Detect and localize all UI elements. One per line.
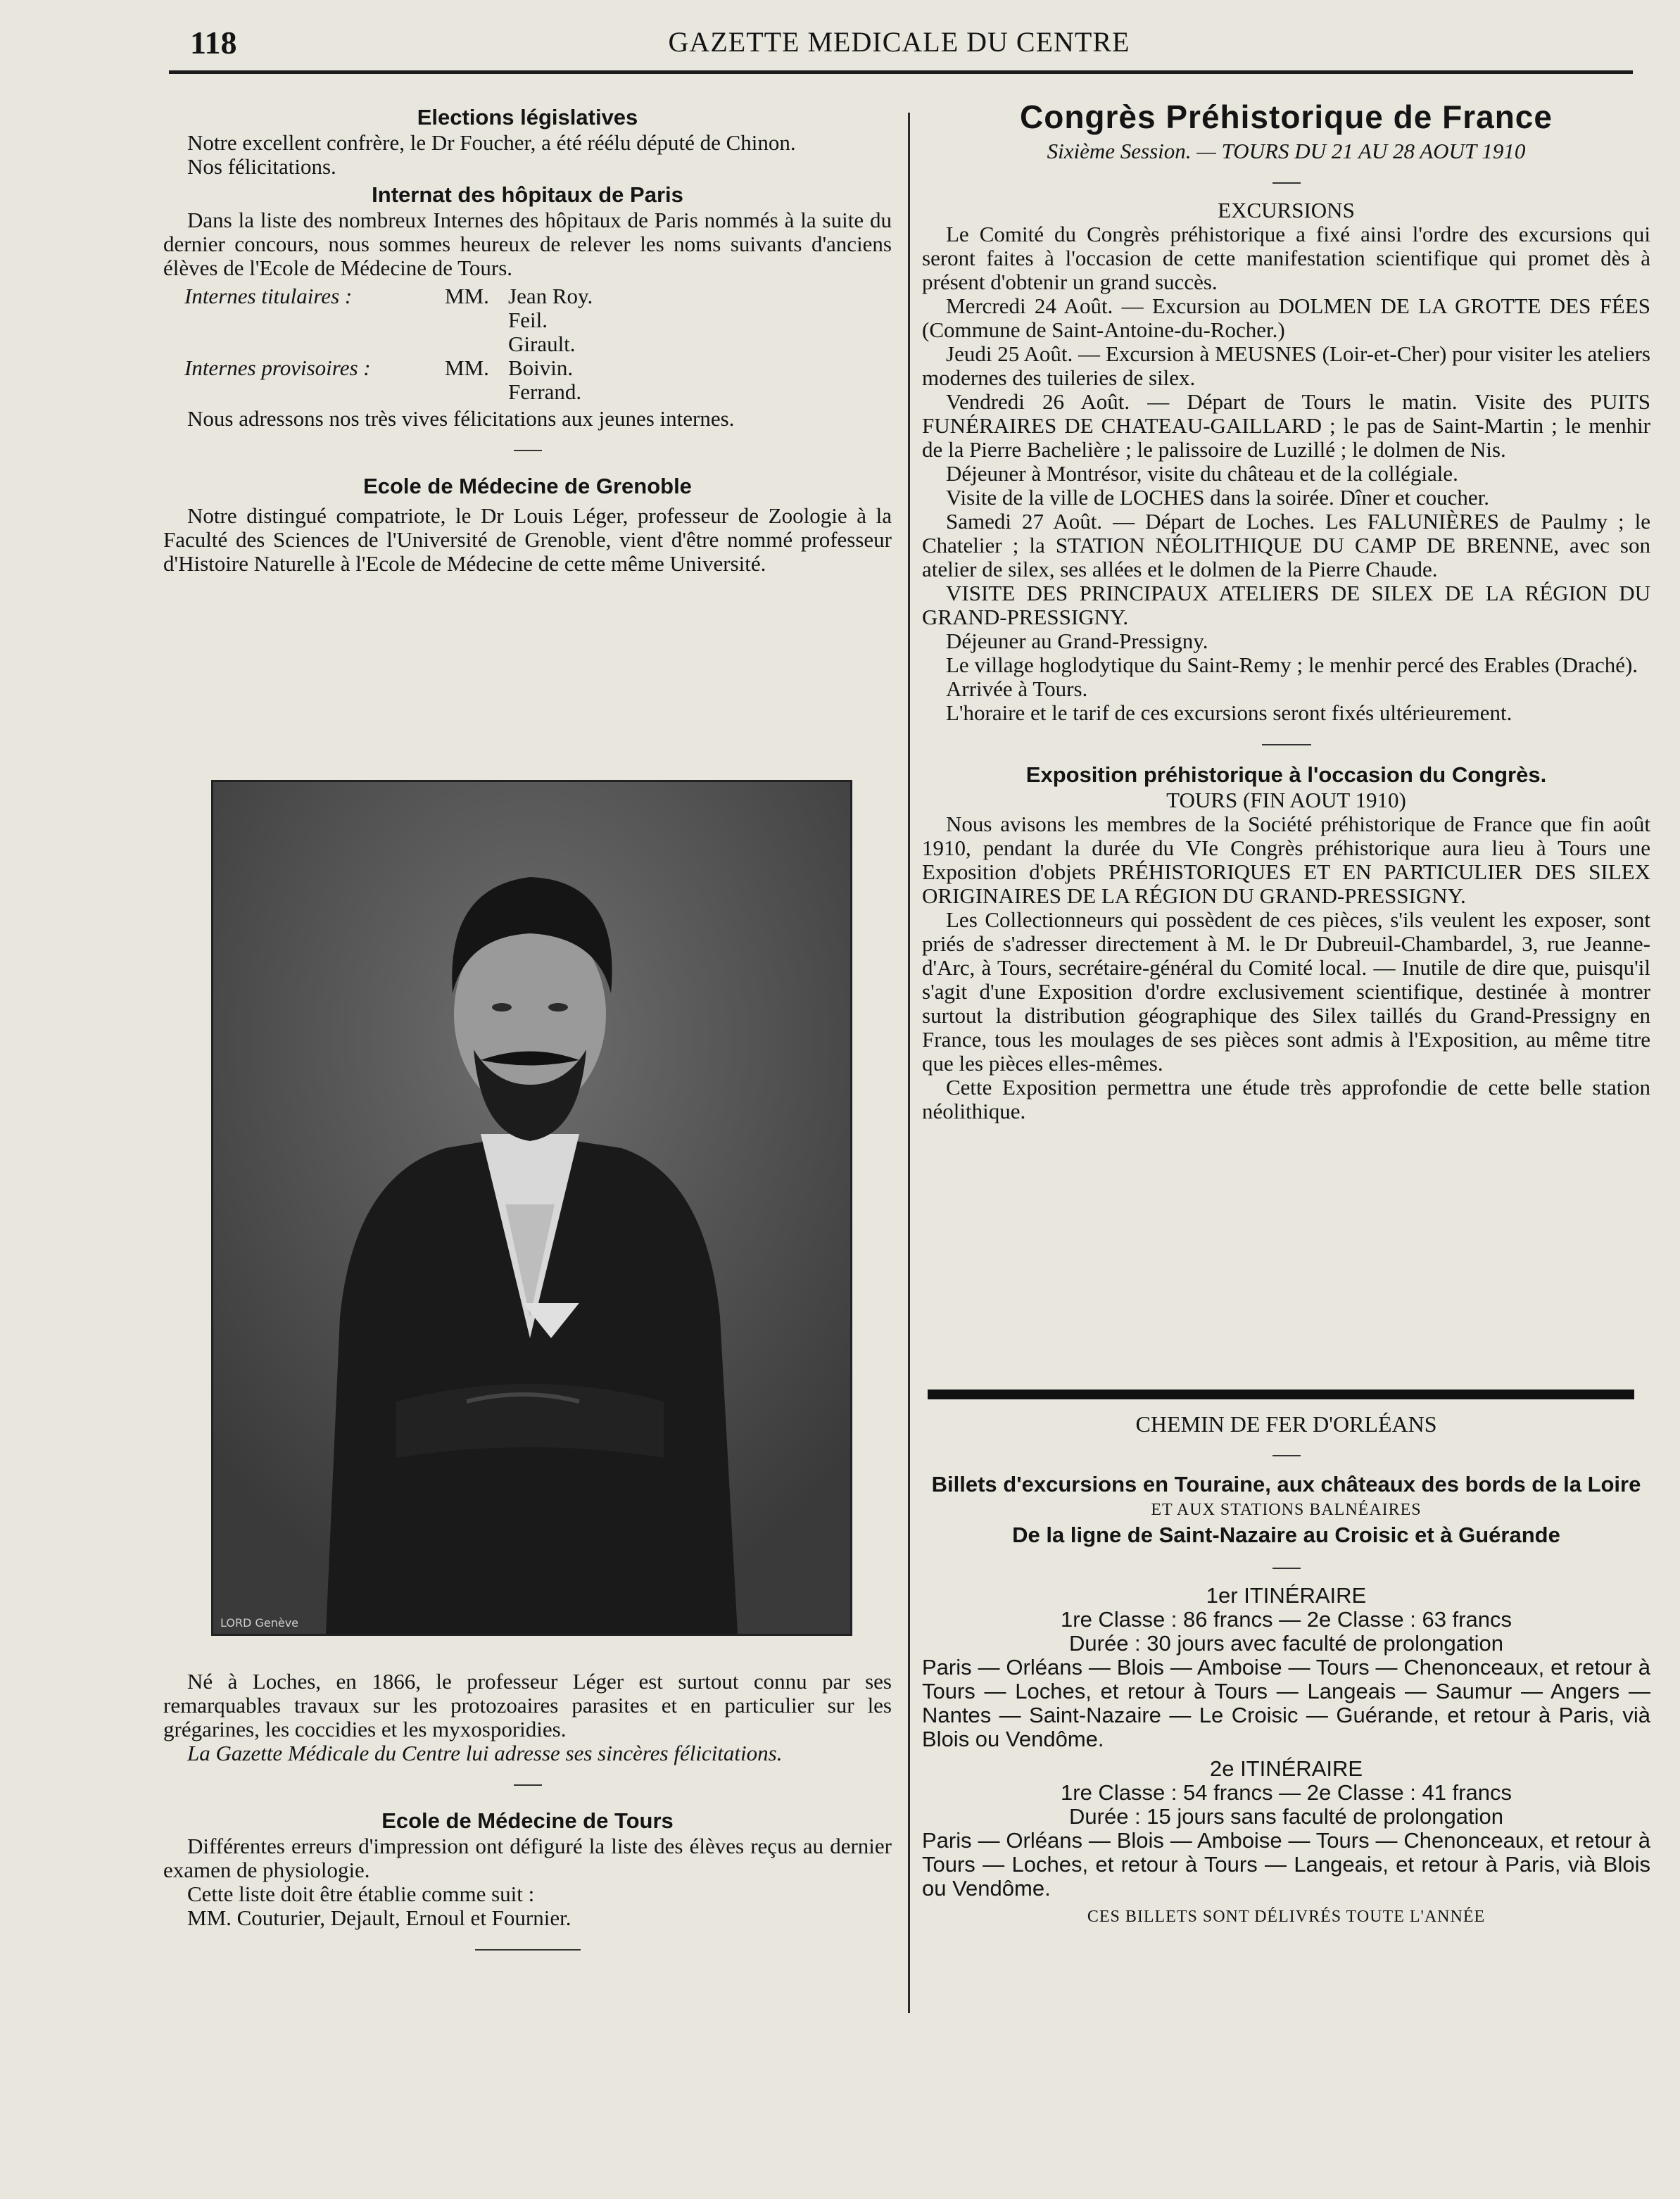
right-column — [922, 99, 1650, 1123]
tours-text2: Cette liste doit être établie comme suit : — [187, 1882, 535, 1906]
tours-text3: MM. Couturier, Dejault, Ernoul et Fournier. — [187, 1905, 571, 1930]
divider — [163, 1771, 892, 1795]
intern-name: Girault. — [508, 332, 576, 356]
billets-footer: CES BILLETS SONT DÉLIVRÉS TOUTE L'ANNÉE — [1087, 1908, 1486, 1926]
header-rule — [169, 70, 1633, 74]
itinerary-1 — [922, 1584, 1650, 1751]
congres-title: Congrès Préhistorique de France — [1020, 99, 1553, 135]
internat-closing: Nous adressons nos très vives félicitations aux jeunes internes. — [187, 406, 735, 431]
internat-title: Internat des hôpitaux de Paris — [372, 182, 683, 207]
intern-name: Ferrand. — [508, 379, 582, 404]
grenoble-text: Notre distingué compatriote, le Dr Louis Léger, professeur de Zoologie à la Faculté des Sciences de l'Université de Grenoble, vient d'être nommé professeur d'Histoire Naturelle à l'Ecole de Médecine de cette même Université. — [163, 503, 892, 576]
titulaires-row — [163, 284, 892, 356]
exposition-text: Nous avisons les membres de la Société préhistorique de France que fin août 1910, pendant la durée du VIe Congrès préhistorique aura lieu à Tours une Exposition d'objets PRÉHISTORIQUES ET EN PARTICULIER DES SILEX ORIGINAIRES DE LA RÉGION DU GRAND-PRESSIGNY. — [922, 812, 1650, 908]
divider — [163, 436, 892, 460]
intern-name: Boivin. — [508, 355, 574, 380]
elections-text: Notre excellent confrère, le Dr Foucher, a été réélu député de Chinon. — [187, 130, 796, 155]
chemin-title: CHEMIN DE FER D'ORLÉANS — [1135, 1411, 1437, 1437]
titulaires-label: Internes titulaires : — [184, 284, 353, 308]
internat-text: Dans la liste des nombreux Internes des hôpitaux de Paris nommés à la suite du dernier concours, nous sommes heureux de relever les noms suivants d'anciens élèves de l'Ecole de Médecine de Tours. — [163, 208, 892, 280]
exposition-subtitle: TOURS (FIN AOUT 1910) — [1166, 788, 1406, 812]
itinerary-title: 1er ITINÉRAIRE — [1206, 1583, 1367, 1608]
divider — [922, 731, 1650, 755]
itinerary-title: 2e ITINÉRAIRE — [1209, 1756, 1363, 1781]
titulaires-list — [508, 284, 593, 356]
photo-credit: LORD Genève — [220, 1616, 298, 1630]
excursion-day: Samedi 27 Août. — Départ de Loches. Les FALUNIÈRES de Paulmy ; le Chatelier ; la STATION NÉOLITHIQUE DU CAMP DE BRENNE, avec son atelier de silex, ses allées et le dolmen de la Pierre Chaude. — [922, 509, 1650, 581]
itinerary-route: Paris — Orléans — Blois — Amboise — Tours — Chenonceaux, et retour à Tours — Loches, et retour à Tours — Langeais, et retour à Paris, vià Blois ou Vendôme. — [922, 1828, 1650, 1901]
portrait-illustration — [213, 782, 850, 1634]
itinerary-duration: Durée : 30 jours avec faculté de prolongation — [1069, 1631, 1503, 1656]
tours-text: Différentes erreurs d'impression ont défiguré la liste des élèves reçus au dernier examen de physiologie. — [163, 1834, 892, 1882]
page-number: 118 — [190, 25, 237, 61]
page-header — [162, 24, 1636, 63]
congres-session: Sixième Session. — TOURS DU 21 AU 28 AOUT 1910 — [1047, 139, 1526, 163]
congres-intro: Le Comité du Congrès préhistorique a fixé ainsi l'ordre des excursions qui seront faites à l'occasion de cette manifestation scientifique qui promet dès à présent d'obtenir un grand succès. — [922, 222, 1650, 294]
divider — [922, 1442, 1650, 1466]
section-rule — [928, 1390, 1634, 1399]
publication-title: GAZETTE MEDICALE DU CENTRE — [668, 26, 1130, 58]
elections-congrats: Nos félicitations. — [187, 154, 336, 179]
ligne-title: De la ligne de Saint-Nazaire au Croisic et à Guérande — [1012, 1523, 1560, 1547]
stations-subtitle: ET AUX STATIONS BALNÉAIRES — [1151, 1501, 1422, 1519]
excursion-detail: L'horaire et le tarif de ces excursions seront fixés ultérieurement. — [946, 700, 1512, 725]
itinerary-price: 1re Classe : 86 francs — 2e Classe : 63 francs — [1061, 1607, 1512, 1632]
grenoble-title: Ecole de Médecine de Grenoble — [363, 474, 692, 498]
excursion-detail: Arrivée à Tours. — [946, 676, 1088, 701]
exposition-text: Cette Exposition permettra une étude très approfondie de cette belle station néolithique. — [922, 1075, 1650, 1123]
tours-title: Ecole de Médecine de Tours — [381, 1808, 674, 1833]
portrait-photo — [211, 780, 852, 1636]
intern-name: Feil. — [508, 308, 548, 332]
itinerary-2 — [922, 1757, 1650, 1901]
intern-name: Jean Roy. — [508, 284, 593, 308]
elections-title: Elections législatives — [417, 105, 638, 130]
excursions-title: EXCURSIONS — [1218, 198, 1355, 222]
itinerary-duration: Durée : 15 jours sans faculté de prolongation — [1069, 1804, 1503, 1829]
excursion-day: Vendredi 26 Août. — Départ de Tours le matin. Visite des PUITS FUNÉRAIRES DE CHATEAU-GAILLARD ; le pas de Saint-Martin ; le menhir de la Pierre Bachelière ; le palissoire de Luzillé ; le dolmen de Nis. — [922, 389, 1650, 462]
left-column — [163, 104, 892, 576]
divider — [163, 1936, 892, 1960]
mm-label: MM. — [445, 284, 489, 308]
excursion-detail: Le village hoglodytique du Saint-Remy ; le menhir percé des Erables (Draché). — [946, 653, 1638, 677]
itinerary-price: 1re Classe : 54 francs — 2e Classe : 41 francs — [1061, 1780, 1512, 1805]
leger-text2: La Gazette Médicale du Centre lui adresse ses sincères félicitations. — [187, 1741, 783, 1765]
provisoires-list — [508, 356, 581, 404]
left-column-lower — [163, 1670, 892, 1965]
provisoires-row — [163, 356, 892, 404]
itinerary-route: Paris — Orléans — Blois — Amboise — Tours — Chenonceaux, et retour à Tours — Loches, et retour à Tours — Langeais — Saumur — Angers — Nantes — Saint-Nazaire — Le Croisic — Guérande, et retour à Paris, vià Blois ou Vendôme. — [922, 1655, 1650, 1751]
divider — [922, 169, 1650, 193]
excursion-detail: Déjeuner à Montrésor, visite du château et de la collégiale. — [946, 461, 1458, 486]
excursion-day: Mercredi 24 Août. — Excursion au DOLMEN DE LA GROTTE DES FÉES (Commune de Saint-Antoine-du-Rocher.) — [922, 294, 1650, 342]
exposition-text: Les Collectionneurs qui possèdent de ces pièces, s'ils veulent les exposer, sont priés de s'adresser directement à M. le Dr Dubreuil-Chambardel, 3, rue Jeanne-d'Arc, à Tours, secrétaire-général du Comité local. — Inutile de dire que, puisqu'il s'agit d'une Exposition d'ordre exclusivement scientifique, destinée à montrer surtout la distribution géographique des Silex taillés du Grand-Pressigny en France, tous les moulages de ses pièces sont admis à l'Exposition, au même titre que les pièces elles-mêmes. — [922, 907, 1650, 1076]
excursion-detail: Déjeuner au Grand-Pressigny. — [946, 629, 1208, 653]
excursion-detail: Visite de la ville de LOCHES dans la soirée. Dîner et coucher. — [946, 485, 1490, 510]
column-separator — [908, 113, 910, 2013]
chemin-section — [922, 1412, 1650, 1929]
billets-title: Billets d'excursions en Touraine, aux châteaux des bords de la Loire — [931, 1472, 1641, 1497]
provisoires-label: Internes provisoires : — [184, 355, 371, 380]
divider — [922, 1554, 1650, 1578]
leger-text: Né à Loches, en 1866, le professeur Léger est surtout connu par ses remarquables travaux sur les protozoaires parasites et en particulier sur les grégarines, les coccidies et les myxosporidies. — [163, 1669, 892, 1741]
excursion-detail: VISITE DES PRINCIPAUX ATELIERS DE SILEX DE LA RÉGION DU GRAND-PRESSIGNY. — [922, 581, 1650, 629]
mm-label: MM. — [445, 355, 489, 380]
excursion-day: Jeudi 25 Août. — Excursion à MEUSNES (Loir-et-Cher) pour visiter les ateliers modernes des tuileries de silex. — [922, 341, 1650, 390]
exposition-title: Exposition préhistorique à l'occasion du Congrès. — [1025, 762, 1547, 787]
